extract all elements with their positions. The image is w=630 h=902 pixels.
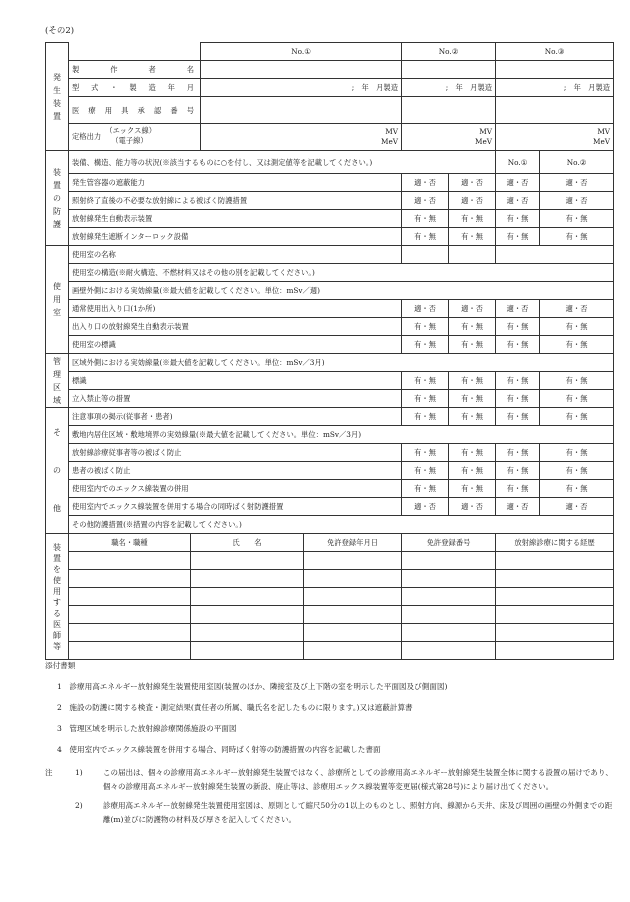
protection-val-1d[interactable]: 適・否 (540, 174, 614, 192)
section-managed-area: 管理区域 (46, 354, 69, 408)
protection-val-3[interactable]: 有・無 (402, 210, 449, 228)
note-1-text: この届出は、個々の診療用高エネルギー放射線発生装置ではなく、診療所としての診療用高エネルギー放射線発生装置全体に関する設置の届けであり、個々の診療用高エネルギー放射線発生装置の新設、廃止等は、診療用エックス線装置等変更届(様式第28号)により届け出てください。 (103, 768, 613, 791)
room-label-1: 通常使用出入り口(1か所) (69, 300, 402, 318)
physician-cell[interactable] (191, 606, 304, 624)
note-1-number: 1) (75, 768, 83, 777)
physician-cell[interactable] (402, 606, 496, 624)
output-no2[interactable]: MV MeV (402, 124, 496, 151)
other-label-2: 患者の被ばく防止 (69, 462, 402, 480)
page-label: (その2) (45, 26, 75, 36)
attachments-title: 添付書類 (45, 661, 76, 670)
protection-val-4[interactable]: 有・無 (402, 228, 449, 246)
attachments (45, 660, 615, 765)
approval-no1[interactable] (201, 97, 402, 124)
section-physicians: 装置を使用する医師等 (46, 534, 69, 660)
notes (45, 766, 613, 827)
physician-cell[interactable] (191, 588, 304, 606)
managed-val-1b[interactable]: 有・無 (449, 372, 496, 390)
protection-val-1b[interactable]: 適・否 (449, 174, 496, 192)
attachment-item: 2 施設の防護に関する検査・測定結果(責任者の所属、職氏名を記したものに限ります。)又は遮蔽計算書 (57, 703, 413, 712)
physician-cell[interactable] (69, 570, 191, 588)
other-val-4a[interactable]: 適・否 (402, 498, 449, 516)
other-val-3d[interactable]: 有・無 (540, 480, 614, 498)
note-2-number: 2) (75, 801, 83, 810)
attachment-item: 1 診療用高エネルギー放射線発生装置使用室図(装置のほか、隣接室及び上下階の室を明示した平面図及び側面図) (57, 682, 448, 691)
other-val-3c[interactable]: 有・無 (496, 480, 540, 498)
physician-cell[interactable] (69, 552, 191, 570)
physician-cell[interactable] (69, 606, 191, 624)
managed-val-2a[interactable]: 有・無 (402, 390, 449, 408)
header-name: 氏 名 (191, 534, 304, 552)
managed-val-1c[interactable]: 有・無 (496, 372, 540, 390)
managed-val-1d[interactable]: 有・無 (540, 372, 614, 390)
col-no3: No.③ (496, 43, 614, 61)
header-title: 職名・職種 (69, 534, 191, 552)
managed-val-2b[interactable]: 有・無 (449, 390, 496, 408)
label-manufacturer: 製作者名 (69, 61, 201, 79)
physician-cell[interactable] (191, 624, 304, 642)
manufacturer-no2[interactable] (402, 61, 496, 79)
other-val-4b[interactable]: 適・否 (449, 498, 496, 516)
managed-val-1a[interactable]: 有・無 (402, 372, 449, 390)
protection-val-3c[interactable]: 有・無 (496, 210, 540, 228)
room-val-1c[interactable]: 適・否 (496, 300, 540, 318)
status-header: 装備、構造、能力等の状況(※該当するものに○を付し、又は測定値等を記載してください。) (69, 151, 496, 174)
approval-no3[interactable] (496, 97, 614, 124)
physician-cell[interactable] (69, 624, 191, 642)
model-no3[interactable]: ; 年 月製造 (496, 79, 614, 97)
managed-dose-label: 区域外側における実効線量(※最大値を記載してください。単位：mSv／3月) (69, 354, 614, 372)
section-device: 発生装置 (46, 43, 69, 151)
note-2-text: 診療用高エネルギー放射線発生装置使用室図は、原則として縮尺50分の1以上のものとし、照射方向、線源から天井、床及び周囲の画壁の外側までの距離(m)並びに防護物の材料及び厚さを記入してください。 (103, 801, 613, 824)
other-val-1c[interactable]: 有・無 (496, 444, 540, 462)
physician-cell[interactable] (191, 570, 304, 588)
protection-val-3d[interactable]: 有・無 (540, 210, 614, 228)
notice-val-d[interactable]: 有・無 (540, 408, 614, 426)
physician-cell[interactable] (496, 570, 614, 588)
other-val-4c[interactable]: 適・否 (496, 498, 540, 516)
room-structure-label: 使用室の構造(※耐火構造、不燃材料又はその他の別を記載してください。) (69, 264, 614, 282)
room-name-no2[interactable] (449, 246, 496, 264)
output-no1[interactable]: MV MeV (201, 124, 402, 151)
other-measures-label: その他防護措置(※措置の内容を記載してください。) (69, 516, 614, 534)
room-name-no1[interactable] (402, 246, 449, 264)
physician-cell[interactable] (402, 642, 496, 660)
protection-label-1: 発生管容器の遮蔽能力 (69, 174, 402, 192)
protection-val-4c[interactable]: 有・無 (496, 228, 540, 246)
header-license-number: 免許登録番号 (402, 534, 496, 552)
protection-label-3: 放射線発生自動表示装置 (69, 210, 402, 228)
physician-cell[interactable] (402, 552, 496, 570)
physician-cell[interactable] (402, 570, 496, 588)
attachment-item: 4 使用室内でエックス線装置を併用する場合、同時ばく射等の防護措置の内容を記載した書面 (57, 745, 381, 754)
managed-label-2: 立入禁止等の措置 (69, 390, 402, 408)
section-other: その他 (46, 408, 69, 534)
physician-cell[interactable] (304, 606, 402, 624)
room-val-3b[interactable]: 有・無 (449, 336, 496, 354)
col-no2-small: No.② (540, 151, 614, 174)
room-val-1a[interactable]: 適・否 (402, 300, 449, 318)
label-output: 定格出力 （エックス線） （電子線） (69, 124, 201, 151)
physician-cell[interactable] (304, 552, 402, 570)
room-label-2: 出入り口の放射線発生自動表示装置 (69, 318, 402, 336)
manufacturer-no3[interactable] (496, 61, 614, 79)
label-approval: 医療用具承認番号 (69, 97, 201, 124)
protection-label-4: 放射線発生遮断インターロック設備 (69, 228, 402, 246)
room-val-1b[interactable]: 適・否 (449, 300, 496, 318)
physician-cell[interactable] (496, 642, 614, 660)
room-val-3d[interactable]: 有・無 (540, 336, 614, 354)
other-val-2c[interactable]: 有・無 (496, 462, 540, 480)
physician-cell[interactable] (496, 588, 614, 606)
col-no2: No.② (402, 43, 496, 61)
other-val-3a[interactable]: 有・無 (402, 480, 449, 498)
approval-no2[interactable] (402, 97, 496, 124)
physician-cell[interactable] (191, 642, 304, 660)
protection-val-4b[interactable]: 有・無 (449, 228, 496, 246)
section-room: 使用室 (46, 246, 69, 354)
header-career: 放射線診療に関する経歴 (496, 534, 614, 552)
protection-val-1c[interactable]: 適・否 (496, 174, 540, 192)
managed-val-2c[interactable]: 有・無 (496, 390, 540, 408)
room-val-2a[interactable]: 有・無 (402, 318, 449, 336)
model-no2[interactable]: ; 年 月製造 (402, 79, 496, 97)
application-form-table (45, 42, 614, 660)
room-val-3c[interactable]: 有・無 (496, 336, 540, 354)
col-no1: No.① (201, 43, 402, 61)
room-val-2b[interactable]: 有・無 (449, 318, 496, 336)
protection-val-2d[interactable]: 適・否 (540, 192, 614, 210)
notice-val-c[interactable]: 有・無 (496, 408, 540, 426)
other-val-2a[interactable]: 有・無 (402, 462, 449, 480)
output-no3[interactable]: MV MeV (496, 124, 614, 151)
other-val-2b[interactable]: 有・無 (449, 462, 496, 480)
protection-label-2: 照射終了直後の不必要な放射線による被ばく防護措置 (69, 192, 402, 210)
attachment-item: 3 管理区域を明示した放射線診療関係施設の平面図 (57, 724, 237, 733)
room-val-2d[interactable]: 有・無 (540, 318, 614, 336)
room-label-3: 使用室の標識 (69, 336, 402, 354)
physician-cell[interactable] (402, 588, 496, 606)
other-val-1a[interactable]: 有・無 (402, 444, 449, 462)
managed-label-1: 標識 (69, 372, 402, 390)
other-val-1b[interactable]: 有・無 (449, 444, 496, 462)
other-label-3: 使用室内でのエックス線装置の併用 (69, 480, 402, 498)
physician-cell[interactable] (69, 642, 191, 660)
notice-val-a[interactable]: 有・無 (402, 408, 449, 426)
other-label-1: 放射線診療従事者等の被ばく防止 (69, 444, 402, 462)
room-name-label: 使用室の名称 (69, 246, 402, 264)
protection-val-2c[interactable]: 適・否 (496, 192, 540, 210)
physician-cell[interactable] (496, 552, 614, 570)
other-val-4d[interactable]: 適・否 (540, 498, 614, 516)
protection-val-3b[interactable]: 有・無 (449, 210, 496, 228)
physician-cell[interactable] (496, 624, 614, 642)
model-no1[interactable]: ; 年 月製造 (201, 79, 402, 97)
room-name-no3[interactable] (496, 246, 614, 264)
notice-label: 注意事項の掲示(従事者・患者) (69, 408, 402, 426)
room-val-1d[interactable]: 適・否 (540, 300, 614, 318)
room-dose-label: 画壁外側における実効線量(※最大値を記載してください。単位：mSv／週) (69, 282, 614, 300)
section-protection: 装置の防護 (46, 151, 69, 246)
managed-val-2d[interactable]: 有・無 (540, 390, 614, 408)
physician-cell[interactable] (304, 642, 402, 660)
protection-val-4d[interactable]: 有・無 (540, 228, 614, 246)
physician-cell[interactable] (69, 588, 191, 606)
col-no1-small: No.① (496, 151, 540, 174)
physician-cell[interactable] (191, 552, 304, 570)
notice-val-b[interactable]: 有・無 (449, 408, 496, 426)
physician-cell[interactable] (304, 570, 402, 588)
header-license-date: 免許登録年月日 (304, 534, 402, 552)
room-val-2c[interactable]: 有・無 (496, 318, 540, 336)
protection-val-2b[interactable]: 適・否 (449, 192, 496, 210)
physician-cell[interactable] (304, 588, 402, 606)
room-val-3a[interactable]: 有・無 (402, 336, 449, 354)
other-val-3b[interactable]: 有・無 (449, 480, 496, 498)
notes-label: 注 (45, 768, 53, 777)
site-dose-label: 敷地内居住区域・敷地境界の実効線量(※最大値を記載してください。単位：mSv／3月) (69, 426, 614, 444)
other-label-4: 使用室内でエックス線装置を併用する場合の同時ばく射防護措置 (69, 498, 402, 516)
label-model: 型式・製造年月 (69, 79, 201, 97)
physician-cell[interactable] (304, 624, 402, 642)
other-val-2d[interactable]: 有・無 (540, 462, 614, 480)
other-val-1d[interactable]: 有・無 (540, 444, 614, 462)
physician-cell[interactable] (496, 606, 614, 624)
protection-val-1[interactable]: 適・否 (402, 174, 449, 192)
manufacturer-no1[interactable] (201, 61, 402, 79)
physician-cell[interactable] (402, 624, 496, 642)
protection-val-2[interactable]: 適・否 (402, 192, 449, 210)
